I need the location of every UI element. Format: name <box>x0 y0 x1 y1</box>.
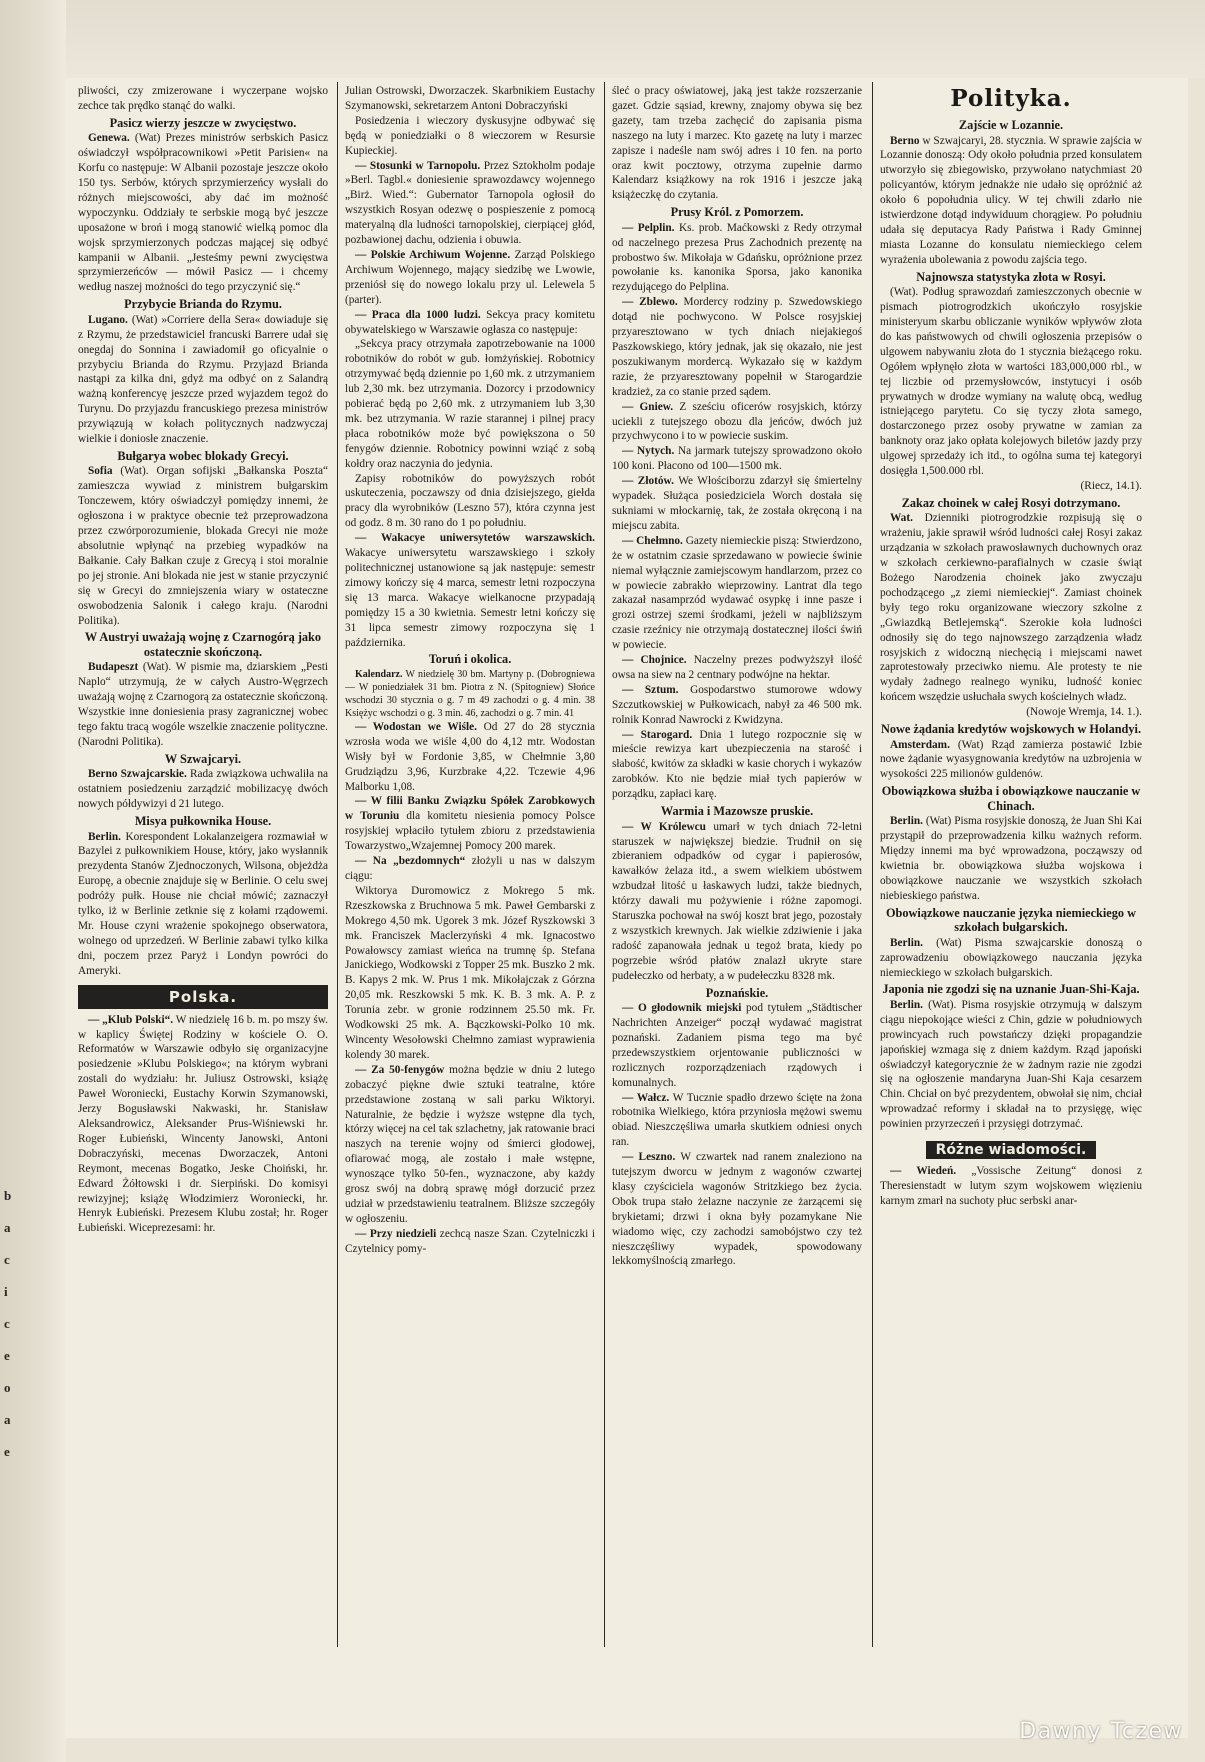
paragraph-text: pod tytułem „Städtischer Nachrichten Anzeiger“ począł wydawać magistrat poznański. Zadaniem pisma tego ma być przedewszystkiem orjentowanie publiczności w rozlicznych rozporządzeniach rządowych i komunalnych. <box>612 1002 862 1089</box>
article-paragraph <box>880 738 1142 783</box>
paragraph-text: (Wat) »Corriere della Sera« dowiaduje się z Rzymu, że przedstawiciel francuski Barrere udał się onegdaj do Sonnina i zawiadomił go oficyalnie o przybyciu Brianda do Rzymu. Przyjazd Brianda nastąpi za kilka dni, gdyż ma odbyć on z Salandrą ważną konferencyę jeszcze przed wyjazdem tegoż do Turynu. Do przyjazdu francuskiego prezesa ministrów przywiązują w kołach politycznych nadzwyczaj wielkie i doniosłe znaczenie. <box>78 313 328 446</box>
dateline: — W Królewcu <box>622 820 706 833</box>
dateline: — Gniew. <box>622 400 674 413</box>
column-4 <box>880 84 1142 1644</box>
paragraph-text: W Tucznie spadło drzewo ścięte na żona robotnika Wielkiego, która przyniosła mężowi swemu obiad. Nieszczęśliwa umarła skutkiem odniesi onych ran. <box>612 1091 862 1149</box>
paragraph-text: Wiktorya Duromowicz z Mokrego 5 mk. Rzeszkowska z Bruchnowa 5 mk. Paweł Gembarski z Mokrego 4,50 mk. Ugorek 3 mk. Józef Ryszkowski 3 mk. Franciszek Maclerzyński 4 mk. Ignacostwo Powałowscy zamiast wieńca na trumnę śp. Stefana Janickiego, Wodkowski z Topper 25 mk. Buszko 2 mk. B. Kapys 2 mk. W. Prus 1 mk. Mikołajczak z Górzna 20,05 mk. Reszkowski 5 mk. K. B. 3 mk. A. P. z Torunia zebr. w gronie rodzinnem 25.50 mk. Fr. Wodkowski 25 mk. A. Bączkowski-Polko 10 mk. Wincenty Wesołowski Chełmno zamiast wyprawienia kolendy 30 marek. <box>345 884 595 1061</box>
paragraph-text: Julian Ostrowski, Dworzaczek. Skarbnikiem Eustachy Szymanowski, sekretarzem Antoni Dobraczyński <box>345 85 595 112</box>
article-headline: Poznańskie. <box>705 985 769 1000</box>
column-rule <box>337 82 338 1647</box>
paragraph-text: dla komitetu niesienia pomocy Polsce rosyjskiej wpłaciło tytułem zbioru z przedstawienia Towarzystwo„Wzajemnej Pomocy 200 marek. <box>345 810 595 853</box>
article-headline: Nowe żądania kredytów wojskowych w Holandyi. <box>880 722 1142 737</box>
dateline: — Stosunki w Tarnopolu. <box>355 159 481 172</box>
paragraph-text: Zarząd Polskiego Archiwum Wojennego, mający siedzibę we Lwowie, przeniósł się do nowego lokalu przy ul. Lelewela 5 (parter). <box>345 248 595 306</box>
paragraph-text: W niedzielę 30 bm. Martyny p. (Dobrogniewa — W poniedziałek 31 bm. Piotra z N. (Spitogniew) Słońce wschodzi 30 stycznia o g. 7 m 49 zachodzi o g. 4 min. 38 Księżyc wschodzi o g. 3 min. 46, zachodzi o g. 7 min. 41 <box>345 668 595 719</box>
dateline: Budapeszt <box>88 661 139 674</box>
watermark-text: Dawny Tczew <box>1019 1719 1183 1744</box>
dateline: — Wodostan we Wiśle. <box>355 720 477 733</box>
article-paragraph <box>612 295 862 399</box>
column-rule <box>872 82 873 1647</box>
dateline: — Sztum. <box>622 683 679 696</box>
paragraph-text: We Włościborzu zdarzył się śmiertelny wypadek. Służąca posiedziciela Worch dostała się sukniami w młockarnię, tak, że została okręconą i na miejscu zabita. <box>612 475 862 532</box>
column-1 <box>78 84 328 1644</box>
dateline: — Za 50-fenygów <box>355 1063 445 1076</box>
article-paragraph <box>78 84 328 114</box>
paragraph-text: Zapisy robotników do powyższych robót uskuteczenia, poczawszy od dnia dzisiejszego, giełda pracy dla wyrobników (Leszno 57), która czynna jest od godz. 8 m. 30 rano do 1 po południu. <box>345 472 595 530</box>
margin-mark: c <box>4 1316 10 1331</box>
article-paragraph <box>78 1013 328 1237</box>
margin-mark: a <box>4 1220 11 1235</box>
dateline: Lugano. <box>88 313 128 326</box>
article-paragraph <box>612 1091 862 1151</box>
article-paragraph <box>78 830 328 979</box>
paragraph-text: (Wat). W pismie ma, dziarskiem „Pesti Naplo“ utrzymują, że w całych Austro-Węgrzech uważają wojnę z Czarnogorą za ostatecznie skończoną. Wszystkie inne doniesienia prasy zagranicznej wobec tego faktu tracą wogóle wszelkie znaczenie polityczne. (Narodni Politika). <box>78 661 328 748</box>
article-paragraph <box>345 884 595 1063</box>
paragraph-text: Dzienniki piotrogrodzkie rozpisują się o wrażeniu, jakie sprawił wśród ludności całej Rosyi zakaz urządzania w szkołach prawosławnych duchownych oraz w szkołach cerkiewno-parafialnych w czasie świąt Bożego Narodzenia choinek jako zwyczaju pochodzącego „z ziemi niemieckiej“. Zamiast choinek były tego roku organizowane wieczory szkolne z „Gwiazdką Betlejemską“. Szerokie koła ludności odnosiły się do tego najnowszego zarządzenia władz rosyjskich z widoczną niechęcią i miejscami nawet zaprotestowały przeciwko niemu. Ale protesty te nie wydały żadnego realnego wyniku, ludność koniec końcem wszędzie usłuchała swych kościelnych władz. <box>880 512 1142 704</box>
paragraph-text: Dnia 1 lutego rozpocznie się w mieście rewizya kart ubezpieczenia na starość i słabość, kwitów za składki w kasie chorych i wykazów zarobków. Kto nie będzie miał tych papierów w porządku, zapłaci karę. <box>612 728 862 801</box>
dateline: Kalendarz. <box>355 668 403 680</box>
dateline: Berlin. <box>88 830 121 843</box>
dateline: — W filii Banku Związku Spółek Zarobkowych w Toruniu <box>345 795 595 823</box>
paragraph-text: Od 27 do 28 stycznia wzrosła woda we wiśle 4,00 do 4,12 mtr. Wodostan Wisły był w Fordonie 3,85, w Chełmnie 3,80 Grudziądzu 3,96, Kurzbrake 4,22. Tczewie 4,96 Malborku 1,08. <box>345 720 595 793</box>
article-headline: Zakaz choinek w całej Rosyi dotrzymano. <box>901 495 1121 510</box>
paragraph-text: „Sekcya pracy otrzymała zapotrzebowanie na 1000 robotników do robót w gub. łomżyńskiej. Robotnicy otrzymywać będą dziennie po 1,60 mk. z utrzymaniem lub 2,30 mk. bez utrzymania. Dozorcy i przodownicy pobierać będą po 2,60 mk. z utrzymaniem lub 3,30 mk. bez utrzymania. W razie starannej i pilnej pracy płaca robotników może być powiększona o 50 fenygów dziennie. Robotnicy powinni wziąć z sobą kołdry oraz naczynia do jedynia. <box>345 338 595 470</box>
article-paragraph <box>345 854 595 884</box>
article-paragraph <box>345 308 595 338</box>
article-paragraph <box>612 400 862 445</box>
article-paragraph <box>880 998 1142 1132</box>
article-paragraph <box>612 1001 862 1090</box>
paragraph-text: pliwości, czy zmizerowane i wyczerpane wojsko zechce tak prędko stanąć do walki. <box>78 85 328 112</box>
paragraph-text: (Wat). Pisma rosyjskie otrzymują w dalszym ciągu niepokojące wieści z Chin, gdzie w południowych prowincyach ruch powstańczy dzięki propagandzie japońskiej wzmaga się z dniem każdym. Rząd japoński oświadczył kategorycznie że w żadnym razie nie zgodzi się na ogłoszenie mandaryna Juan-Shi Kaja cesarzem Chin. Chciał on być prezydentem, obwołał się nim, chciał wprowadzać reformy i składał na to przysięgę, więc powinien przyrzeczeń i przysięgi dotrzymać. <box>880 998 1142 1131</box>
paragraph-text: Sekcya pracy komitetu obywatelskiego w Warszawie ogłasza co następuje: <box>345 308 595 336</box>
dateline: — Chojnice. <box>622 654 687 667</box>
article-paragraph <box>880 134 1142 268</box>
dateline: — Przy niedzieli <box>355 1227 437 1240</box>
paragraph-text: Wakacye uniwersytetu warszawskiego i szkoły politechnicznej ustanowione są jak następuje: semestr zimowy kończy się 4 marca, semestr letni rozpoczyna się 13 marca. Wakacye wielkanocne przypadają pomiędzy 15 a 30 kwietnia. Semestr letni kończy się 31 lipca semestr zimowy rozpoczyna się 1 października. <box>345 547 595 649</box>
source-citation: (Riecz, 14.1). <box>1080 479 1142 492</box>
article-paragraph <box>345 472 595 532</box>
article-paragraph <box>78 131 328 295</box>
scan-left-edge <box>0 0 66 1762</box>
article-paragraph <box>345 1063 595 1227</box>
dateline: — „Klub Polski“. <box>88 1013 174 1026</box>
source-citation: (Nowoje Wremja, 14. 1.). <box>1026 706 1142 719</box>
paragraph-text: zechcą nasze Szan. Czytelniczki i Czytelnicy pomy- <box>345 1227 595 1255</box>
paragraph-text: można będzie w dniu 2 lutego zobaczyć piękne dwie sztuki teatralne, które przedstawione zostaną w sali parku Wiktoryi. Naturalnie, że będzie i wyższe wstępne dla tych, którzy więcej na cel tak szlachetny, jak ratowanie braci naszych na terenie wojny od śmierci głodowej, ofiarować mogą, ale zostało i małe wstępne, wynoszące tylko 50-fen., wyznaczone, aby każdy grosz swój na dobrą sprawę mógł dorzucić przez udział w przedstawieniu teatralnem. Bliższe szczegóły w ogłoszeniu. <box>345 1063 595 1225</box>
article-paragraph <box>345 337 595 471</box>
dateline: Amsterdam. <box>890 738 950 751</box>
article-paragraph <box>345 114 595 159</box>
article-paragraph <box>78 660 328 749</box>
article-paragraph <box>345 159 595 248</box>
dateline: — Praca dla 1000 ludzi. <box>355 308 481 321</box>
dateline: — Wiedeń. <box>890 1165 957 1178</box>
paragraph-text: (Wat) Prezes ministrów serbskich Pasicz oświadczył współpracownikowi »Petit Parisien« na Korfu co następuje: W Albanii pozostaje jeszcze około 150 tys. Serbów, których sprzymierzeńcy wysłali do różnych miejscowości, aby dać im możność wypoczynku. Oddziały te serbskie mogą być jeszcze uposażone w broń i mogą stanowić wielką pomoc dla wojsk sprzymierzonych podczas mającej się odbyć kampanii w Albanii. „Jesteśmy pewni zwycięstwa sprzymierzeńców — mówił Pasicz — i chcemy według naszej możności do tego przyczynić się.“ <box>78 132 328 294</box>
paragraph-text: Posiedzenia i wieczory dyskusyjne odbywać się będą w poniedziałki o 8 wieczorem w Resursie Kupieckiej. <box>345 114 595 157</box>
paragraph-text: Korespondent Lokalanzeigera rozmawiał w Bazylei z pułkownikiem House, który, jako wysłannik prezydenta Stanów Zjednoczonych, Wilsona, objeżdża Europę, a obecnie znajduje się w Berlinie. O celu swej podróży pułk. House nie chciał mówić; zaznaczył tylko, iż w Berlinie zetknie się z kołami rządowemi. Mr. House czyni wrażenie spokojnego obserwatora, wolnego od uprzedzeń. W Berlinie zabawi tylko kilka dni, poczem przez Paryż i Londyn powróci do Ameryki. <box>78 830 328 977</box>
article-paragraph <box>612 728 862 803</box>
article-paragraph <box>345 794 595 854</box>
column-3 <box>612 84 862 1644</box>
article-headline: Przybycie Brianda do Rzymu. <box>124 297 282 312</box>
article-paragraph <box>612 474 862 534</box>
scan-top-strip <box>0 0 1205 78</box>
paragraph-text: „Vossische Zeitung“ donosi z Theresienstadt w lutym szym wojskowem więzieniu karnym zmarł na suchoty płuc serbski anar- <box>880 1165 1142 1207</box>
paragraph-text: (Wat). Podług sprawozdań zamieszczonych obecnie w pismach piotrogrodzkich ukończyło rosyjskie ministeryum skarbu obliczanie wyników wpływów złota do kas państwowych od chwili ogłoszenia przepisów o ulgowem nabywaniu złota do 1 stycznia bieżącego roku. Ogółem wpłynęło złota w wartości 183,000,000 rbl., w tej liczbie od przemysłowców, instytucyi i osób prywatnych w drodze wymiany na walutę obcą, według istniejącego parytetu. Co się tyczy złota samego, dostarczonego przez osoby prywatne w zamian za banknoty oraz jako opłata kolejowych biletów jazdy przy ulgowej sprzedaży ich itd., to ogólna suma tej kategoryi dosięgła 1,500.000 rbl. <box>880 286 1142 478</box>
dateline: Berlin. <box>890 998 923 1011</box>
article-paragraph <box>612 84 862 203</box>
margin-mark: c <box>4 1252 10 1267</box>
dateline: — Zblewo. <box>622 296 678 309</box>
article-paragraph <box>612 444 862 474</box>
article-headline: Misya pułkownika House. <box>134 814 272 829</box>
article-paragraph <box>345 84 595 114</box>
dateline: Sofia <box>88 465 113 478</box>
paragraph-text: złożyli u nas w dalszym ciągu: <box>345 855 595 882</box>
article-headline: Warmia i Mazowsze pruskie. <box>660 804 814 819</box>
dateline: Wat. <box>890 512 913 525</box>
dateline: — Na „bezdomnych“ <box>355 855 466 868</box>
article-paragraph <box>345 720 595 795</box>
margin-mark: a <box>4 1412 11 1427</box>
article-headline: Pasicz wierzy jeszcze w zwycięstwo. <box>109 115 297 130</box>
paragraph-text: Przez Sztokholm podaje »Berl. Tagbl.« doniesienie sprawozdawcy wojennego „Birż. Wied.“: Gubernator Tarnopola ogłosił do wszystkich Rosyan odezwę o pospieszenie z pomocą materyalną dla ludności tarnopolskiej, cierpiącej głód, pozbawionej dachu, odzienia i obuwia. <box>345 159 595 247</box>
margin-mark: b <box>4 1188 12 1203</box>
paragraph-text: (Wat) Pisma szwajcarskie donoszą o zaprowadzeniu obowiązkowego nauczania języka niemieckiego w szkołach bułgarskich. <box>880 936 1142 979</box>
paragraph-text: Z sześciu oficerów rosyjskich, którzy uciekli z tutejszego obozu dla jeńców, dwóch już przychwycono i to w powiecie suskim. <box>612 400 862 443</box>
section-title: Polityka. <box>950 85 1072 112</box>
margin-mark: i <box>4 1284 8 1299</box>
margin-mark: e <box>4 1348 10 1363</box>
margin-mark: o <box>4 1380 11 1395</box>
article-headline: Najnowsza statystyka złota w Rosyi. <box>916 269 1106 284</box>
paragraph-text: W niedzielę 16 b. m. po mszy św. w kaplicy Świętej Rodziny w kościele O. O. Reformatów w Warszawie odbyło się organizacyjne posiedzenie »Klubu Polskiego«; na którym wybrani zostali do wydziału: hr. Juliusz Ostrowski, książę Paweł Woroniecki, Eustachy Korwin Szymanowski, Jerzy Bogusławski Nakwaski, hr. Stanisław Aleksandrowicz, Aleksander Prus-Wiśniewski hr. Roger Łubieński, Wincenty Janowski, Antoni Dobraczyński, mecenas Dworzaczek, Antoni Reymont, mecenas Bogatko, Jeske Choiński, hr. Edward Żółtowski i dr. Sierpiński. Do komisyi rewizyjnej; książę Włodzimierz Woroniecki, hr. Henryk Łubieński. Prezesem Klubu został; hr. Roger Łubieński. Wiceprezesami: hr. <box>78 1013 328 1235</box>
dateline: — Wakacye uniwersytetów warszawskich. <box>355 532 595 545</box>
article-paragraph <box>345 668 595 720</box>
article-paragraph <box>612 683 862 728</box>
article-paragraph <box>78 767 328 812</box>
article-headline: W Austryi uważają wojnę z Czarnogórą jako ostatecznie skończoną. <box>84 630 322 659</box>
article-headline: Prusy Król. z Pomorzem. <box>670 205 804 220</box>
paragraph-text: w Szwajcaryi, 28. stycznia. W sprawie zajścia w Lozannie donoszą: Ody około południa przed konsulatem utworzyło się zbiegowisko, przywołano natychmiast 20 policyantów, którym jednakże nie udało się opróżnić aż około 6 popołudnia ulicy. W tej chwili zdarło nie istwierdzone dotąd indywiduum chorągiew. Po południu udała się deputacya Rady Państwa i Rady Gminnej miasta Lozanne do konsulatu niemieckiego celem wyrażenia ubolewania z powodu zajścia tego. <box>880 134 1142 266</box>
paragraph-text: W czwartek nad ranem znaleziono na tutejszym dworcu w jednym z wagonów czwartej klasy czyściciela wagonów Stritzkiego bez życia. Obok trupa stało żelazne naczynie ze żarzącemi się brykietami; drzwi i okna były pozamykane Nie wiadomo więc, czy zachodzi samobójstwo czy też nieszczęśliwy wypadek, spowodowany lekkomyślnością zmarłego. <box>612 1151 862 1268</box>
section-banner: Polska. <box>78 985 328 1009</box>
article-paragraph <box>345 531 595 650</box>
article-paragraph <box>880 936 1142 981</box>
dateline: — O głodownik miejski <box>622 1002 742 1015</box>
article-headline: Obowiązkowa służba i obowiązkowe nauczanie w Chinach. <box>881 784 1141 813</box>
paragraph-text: Na jarmark tutejszy sprowadzono około 100 koni. Płacono od 100—1500 mk. <box>612 445 862 473</box>
dateline: — Wałcz. <box>622 1091 670 1104</box>
dateline: — Pelplin. <box>622 221 675 234</box>
margin-marks <box>4 1180 22 1468</box>
article-paragraph <box>880 814 1142 903</box>
article-headline: W Szwajcaryi. <box>164 751 242 766</box>
paragraph-text: Mordercy rodziny p. Szwedowskiego dotąd nie pochwycono. W Polsce rosyjskiej przyaresztowano w tych dniach niejakiegoś Paszkowskiego, który jednak, jak się okazało, nie jest poszukiwanym mordercą. Wykazało się w każdym razie, że przyaresztowany popełnił w Starogardzie kradzież, za co stanie przed sądem. <box>612 296 862 398</box>
dateline: — Nytych. <box>622 445 675 458</box>
article-paragraph <box>612 534 862 653</box>
article-headline: Japonia nie zgodzi się na uznanie Juan-Shi-Kaja. <box>882 982 1140 997</box>
dateline: Berno <box>890 134 920 147</box>
dateline: — Chełmno. <box>622 534 683 547</box>
column-rule <box>604 82 605 1647</box>
paragraph-text: (Wat) Pisma rosyjskie donoszą, że Juan Shi Kai przystąpił do przeprowadzenia kilku ważnych reform. Między innemi ma być wprowadzona, począwszy od kwietnia br. obowiązkowa służba wojskowa i obowiązkowe nauczanie we wszystkich szkołach niebieskiego państwa. <box>880 815 1142 902</box>
paragraph-text: Rada związkowa uchwaliła na ostatniem posiedzeniu zarządzić mobilizacyę dwóch nowych półdywizyi d 21 lutego. <box>78 768 328 811</box>
article-paragraph <box>880 511 1142 705</box>
article-paragraph <box>612 653 862 683</box>
paragraph-text: (Wat). Organ sofijski „Bałkanska Poszta“ zamieszcza wywiad z ministrem bułgarskim Tonczewem, który oświadczył pomiędzy innemi, że ogłoszona i w praktyce obecnie też przeprowadzona przez czwórporozumienie, blokada Grecyi nie może absolutnie wpłynąć na przebieg wypadków na Bałkanie. Cały Bałkan czuje z Grecyą i stoi moralnie po jej stronie. Ani blokada nie jest w stanie przyczynić się w Grecyi do zmniejszenia wiary w ostateczne oswobodzenia Salonik i całego kraju. (Narodni Politika). <box>78 465 328 627</box>
article-headline: Zajście w Lozannie. <box>958 118 1064 132</box>
column-2 <box>345 84 595 1644</box>
article-paragraph <box>612 820 862 984</box>
article-headline: Bułgarya wobec blokady Grecyi. <box>117 448 289 463</box>
article-paragraph <box>345 248 595 308</box>
dateline: Berlin. <box>890 815 923 828</box>
dateline: Genewa. <box>88 132 130 145</box>
article-headline: Toruń i okolica. <box>428 652 512 667</box>
dateline: Berno Szwajcarskie. <box>88 768 187 781</box>
article-paragraph <box>78 464 328 628</box>
article-paragraph <box>880 285 1142 479</box>
article-paragraph <box>78 313 328 447</box>
dateline: — Złotów. <box>622 475 674 488</box>
article-paragraph <box>345 1227 595 1257</box>
dateline: — Polskie Archiwum Wojenne. <box>355 248 511 261</box>
margin-mark: e <box>4 1444 10 1459</box>
article-paragraph <box>612 1150 862 1269</box>
paragraph-text: umarł w tych dniach 72-letni staruszek w największej biedzie. Trudnił on się zbieraniem odpadków od cygar i papierosów, kawałków żelaza itd., a swem wielkiem ubóstwem wzbudzał litość u łaskawych ludzi, także biednych, którzy dawali mu pożywienie i różne zapomogi. Staruszka pochował na swój koszt brat jego, pozostały z wszystkich krewnych. Jak wielkie zdziwienie i jaka radość zapanowała jednak u tegoż brata, kiedy po pogrzebie wśród płatów znalazł ukryte stare pudełeczko od herbaty, a w pudełeczku 8328 mk. <box>612 820 862 982</box>
paragraph-text: Gospodarstwo stumorowe wdowy Szczutkowskiej w Pułkowicach, nabył za 46 500 mk. rolnik Konrad Nawrocki z Kwidzyna. <box>612 683 862 726</box>
paragraph-text: śleć o pracy oświatowej, jaką jest także rozszerzanie gazet. Gdzie sąsiad, krewny, znajomy obywa się bez gazety, tam trzeba zachęcić do zapisania pisma naszego na luty i marzec. Kto gazetę na luty i marzec zapisze i nadeśle nam swój adres i 10 fen. na porto oraz kwit pocztowy, otrzyma zupełnie darmo Kalendarz książkowy na rok 1916 i jeszcze jaką książeczkę do czytania. <box>612 85 862 202</box>
dateline: — Leszno. <box>622 1151 676 1164</box>
paragraph-text: Naczelny prezes podwyższył ilość owsa na siew na 2 centnary podwójne na hektar. <box>612 654 862 681</box>
article-paragraph <box>880 1164 1142 1209</box>
article-paragraph <box>612 221 862 296</box>
paragraph-text: Ks. prob. Maćkowski z Redy otrzymał od naczelnego prezesa Prus Zachodnich prezentę na probostwo św. Mikołaja w Gdańsku, opróżnione przez powołanie ks. kanonika Sporsa, jako kanonika rezydującego do Pelplina. <box>612 221 862 294</box>
paragraph-text: (Wat) Rząd zamierza postawić Izbie nowe żądanie wyasygnowania kredytów na uzbrojenia w wysokości 225 milionów guldenów. <box>880 738 1142 781</box>
article-headline: Obowiązkowe nauczanie języka niemieckiego w szkołach bułgarskich. <box>885 905 1136 935</box>
paragraph-text: Gazety niemieckie piszą: Stwierdzono, że w ostatnim czasie sprzedawano w powiecie świnie niemal wyłącznie zamiejscowym handlarzom, przez co w powiecie zabrakło wieprzowiny. Lantrat dla tego zakazał nasamprzód wydawać osypkę i inne pasze i grozi ostrzej szemi środkami, jeżeli w najbliższym czasie rzeźnicy nie otrzymają dostatecznej ilości świń w powiecie. <box>612 534 862 652</box>
dateline: Berlin. <box>890 936 923 949</box>
section-banner <box>880 1140 1142 1160</box>
section-banner-label: Różne wiadomości. <box>926 1141 1097 1159</box>
dateline: — Starogard. <box>622 728 693 741</box>
